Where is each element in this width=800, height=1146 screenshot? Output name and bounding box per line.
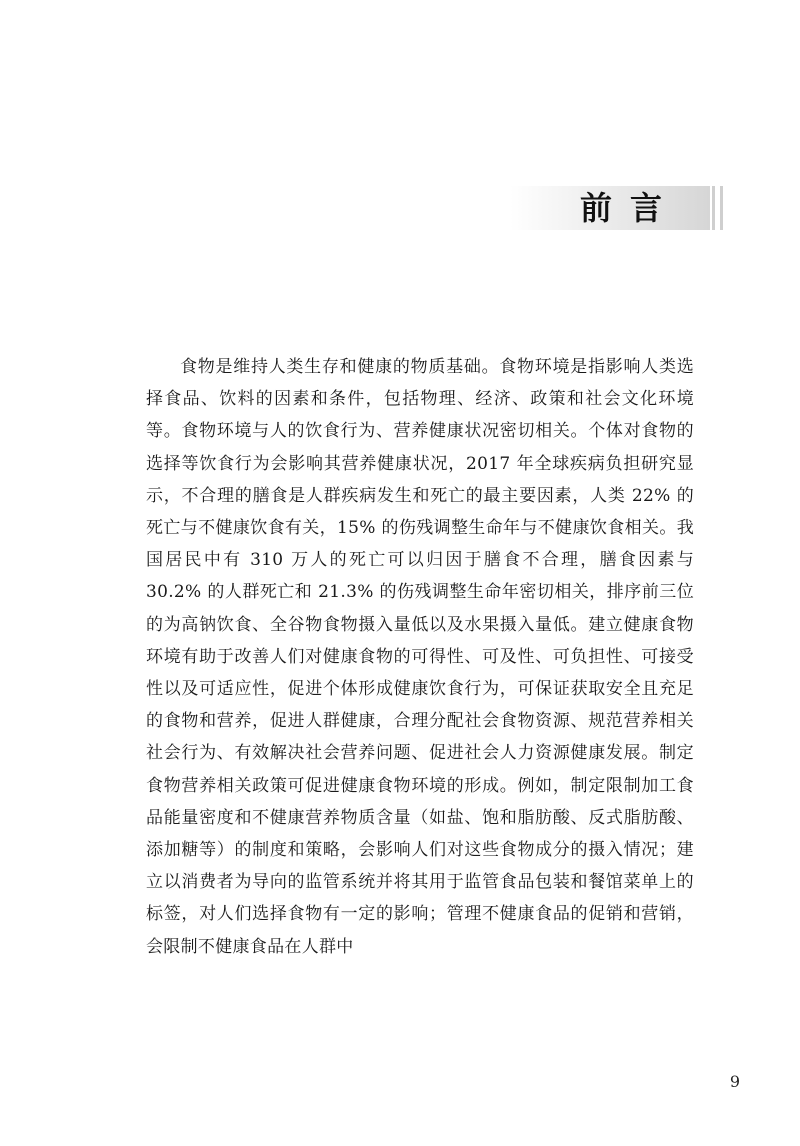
body-paragraph: 食物是维持人类生存和健康的物质基础。食物环境是指影响人类选择食品、饮料的因素和条件，包括物理、经济、政策和社会文化环境等。食物环境与人的饮食行为、营养健康状况密切相关。个体对食物的选择等饮食行为会影响其营养健康状况，2017 年全球疾病负担研究显示，不合理的膳食是人群疾病发生和死亡的最主要因素，人类 22% 的死亡与不健康饮食有关，15% 的伤残调整生命年与不健康饮食相关。我国居民中有 310 万人的死亡可以归因于膳食不合理，膳食因素与 30.2% 的人群死亡和 21.3% 的伤残调整生命年密切相关，排序前三位的为高钠饮食、全谷物食物摄入量低以及水果摄入量低。建立健康食物环境有助于改善人们对健康食物的可得性、可及性、可负担性、可接受性以及可适应性，促进个体形成健康饮食行为，可保证获取安全且充足的食物和营养，促进人群健康，合理分配社会食物资源、规范营养相关社会行为、有效解决社会营养问题、促进社会人力资源健康发展。制定食物营养相关政策可促进健康食物环境的形成。例如，制定限制加工食品能量密度和不健康营养物质含量（如盐、饱和脂肪酸、反式脂肪酸、添加糖等）的制度和策略，会影响人们对这些食物成分的摄入情况；建立以消费者为导向的监管系统并将其用于监管食品包装和餐馆菜单上的标签，对人们选择食物有一定的影响；管理不健康食品的促销和营销，会限制不健康食品在人群中 — [146, 357, 694, 957]
heading-decoration-bar — [712, 186, 715, 230]
heading-decoration-bar — [720, 186, 723, 230]
page-title: 前言 — [580, 189, 681, 227]
page-number: 9 — [729, 1072, 741, 1091]
